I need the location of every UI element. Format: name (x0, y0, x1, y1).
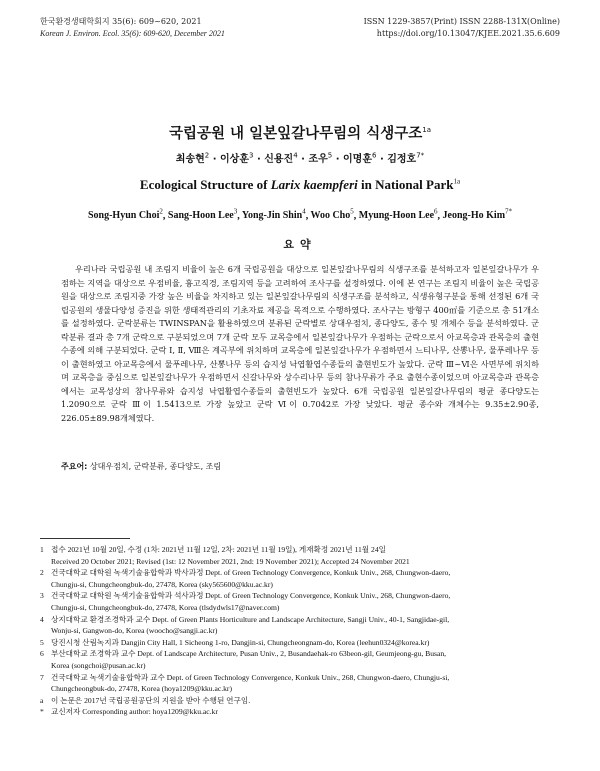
ko-author-sup: 3 (249, 151, 254, 160)
footnote (40, 590, 564, 613)
footnote-line: 접수 2021년 10월 20일, 수정 (1차: 2021년 11월 12일, 2차: 2021년 11월 19일), 게재확정 2021년 11월 24일 (51, 545, 386, 554)
journal-name-ko: 한국환경생태학회지 35(6): 609~620, 2021 (40, 17, 202, 26)
title-english-after: in National Park (357, 177, 454, 192)
en-author-name: Sang-Hoon Lee (167, 210, 234, 222)
ko-author (264, 151, 298, 165)
ko-author-name: 조우 (308, 154, 328, 165)
footnote-line: Chungju-si, Chungcheongbuk-do, 27478, Korea (tlsdydwls17@naver.com) (51, 602, 280, 612)
footnote-mark: 5 (40, 637, 44, 647)
en-author-sup: 3 (233, 208, 238, 216)
footnote (40, 567, 564, 590)
en-author (311, 210, 354, 221)
footnote-mark: 1 (40, 545, 44, 554)
ko-author-name: 이명훈 (343, 154, 372, 165)
footnote-mark: a (40, 695, 44, 705)
title-english-before: Ecological Structure of (139, 177, 271, 192)
title-english (0, 177, 600, 193)
en-author-name: Jeong-Ho Kim (442, 210, 506, 222)
footnote-mark: 4 (40, 614, 44, 624)
ko-author-sup: 5 (327, 151, 333, 160)
en-author-name: Song-Hyun Choi (87, 210, 160, 222)
en-author-sup: 4 (302, 208, 306, 216)
footnote-line: 부산대학교 조경학과 교수 Dept. of Landscape Architecture, Pusan Univ., 2, Busandaehak-ro 63beon-gil, Geumjeong-gu, Busan, (51, 649, 447, 659)
en-author-name: Woo Cho (310, 210, 351, 222)
en-author-name: Myung-Hoon Lee (358, 210, 435, 222)
keywords-list: 상대우점치, 군락분류, 종다양도, 조림 (89, 462, 222, 471)
journal-header-right (364, 16, 560, 40)
footnote (40, 544, 564, 567)
footnote-line: 상지대학교 환경조경학과 교수 Dept. of Green Plants Horticulture and Landscape Architecture, Sangji Univ., 40-1, Sangjidae-gil, (51, 614, 450, 624)
en-author (443, 210, 513, 221)
en-author (88, 210, 163, 221)
footnote (40, 637, 564, 649)
footnote (40, 706, 564, 718)
en-author (242, 210, 306, 221)
ko-author-name: 이상훈 (220, 154, 249, 165)
ko-author-sup: 6 (372, 151, 377, 160)
ko-author (220, 151, 254, 165)
en-author-sup: 5 (350, 208, 354, 216)
footnote-line: Wonju-si, Gangwon-do, Korea (woocho@sangji.ac.kr) (51, 626, 218, 636)
ko-author-name: 김정호 (387, 154, 417, 165)
en-author (359, 210, 438, 221)
footnote-line: Received 20 October 2021; Revised (1st: 12 November 2021, 2nd: 19 November 2021); Accepted 24 November 2021 (51, 556, 410, 566)
ko-author-name: 신용진 (264, 154, 294, 165)
ko-author (343, 151, 377, 165)
title-korean-text: 국립공원 내 일본잎갈나무림의 식생구조 (168, 126, 423, 142)
footnote-line: 이 논문은 2017년 국립공원공단의 지원을 받아 수행된 연구임. (51, 695, 251, 705)
footnote-divider (40, 538, 130, 539)
footnote-mark: * (40, 707, 44, 717)
ko-author (308, 151, 333, 165)
en-author-name: Yong-Jin Shin (241, 210, 303, 222)
abstract-heading: 요약 (283, 238, 317, 251)
title-korean (0, 122, 600, 143)
footnote-line: Chungcheongbuk-do, 27478, Korea (hoya1209@kku.ac.kr) (51, 684, 232, 694)
en-author-sup: 2 (159, 208, 163, 216)
ko-author (387, 151, 425, 165)
keywords (61, 461, 539, 472)
keywords-label: 주요어: (61, 462, 88, 471)
footnote-line: Korea (songchoi@pusan.ac.kr) (51, 660, 146, 670)
en-author (168, 210, 237, 221)
en-author-sup: 6 (434, 208, 438, 216)
ko-author-sup: 7* (416, 151, 425, 160)
authors-korean: 최송현$^2$ · 이상훈$^3$ · 신용진$^4$ · 조우$^5$ · 이명훈$^6$ · 김정호$^{7*}$ (175, 151, 425, 165)
footnote-mark: 6 (40, 649, 44, 659)
footnote-mark: 2 (40, 568, 44, 578)
footnote-line: Chungju-si, Chungcheongbuk-do, 27478, Korea (sky565600@kku.ac.kr) (51, 579, 273, 589)
title-korean-sup: 1a (422, 126, 431, 135)
footnote-mark: 7 (40, 672, 44, 682)
ko-author (175, 151, 210, 165)
authors-english: Song-Hyun Choi$^2$, Sang-Hoon Lee$^3$, Yong-Jin Shin$^4$, Woo Cho$^5$, Myung-Hoon Lee$^6$, Jeong-Ho Kim$^{7*}$ (87, 208, 513, 222)
en-author-sup: 7* (505, 208, 513, 216)
title-english-sup: 1a (453, 177, 461, 186)
footnote-line: 건국대학교 대학원 녹색기술융합학과 박사과정 Dept. of Green Technology Convergence, Konkuk Univ., 268, Chungwon-daero, (51, 568, 451, 578)
issn: ISSN 1229-3857(Print) ISSN 2288-131X(Online) (363, 17, 560, 26)
ko-author-name: 최송현 (175, 154, 205, 165)
footnote (40, 614, 564, 637)
footnote (40, 695, 564, 707)
footnote-line: 건국대학교 녹색기술융합학과 교수 Dept. of Green Technology Convergence, Konkuk Univ., 268, Chungwon-daero, Chungju-si, (51, 672, 450, 682)
footnote (40, 672, 564, 695)
abstract-body: 우리나라 국립공원 내 조림지 비율이 높은 6개 국립공원을 대상으로 일본잎갈나무림의 식생구조를 분석하고자 일본잎갈나무가 우점하는 지역을 대상으로 우점비율, 흉고직경, 조림지역 등을 고려하여 조사구를 설정하였다. 이에 본 연구는 조림지 비율이 높은 국립공원을 대상으로 조림지중 가장 높은 비율을 차지하고 있는 일본잎갈나무림의 식생구조를 분석하고, 식생유형구분을 통해 선정된 6개 국립공원의 생물다양성 증진을 위한 생태적관리의 기초자료 제공을 목적으로 수행하였다. 조사구는 방형구 400㎡를 기준으로 총 51개소를 설정하였다. 군락분류는 TWINSPAN을 활용하였으며 분류된 군락별로 상대우점치, 종다양도, 종수 및 개체수 등을 분석하였다. 군락분류 결과 총 7개 군락으로 구분되었으며 7개 군락 모두 교목층에서 일본잎갈나무가 우점하는 군락으로서 아교목층과 관목층의 출현수종에 의해 구분되었다. 군락 Ⅰ, Ⅱ, Ⅷ은 계곡부에 위치하며 교목층에 일본잎갈나무가 우점하면서 느티나무, 산뽕나무, 물푸레나무 등이 출현하였고 아교목층에서 물푸레나무, 산뽕나무 등의 습지성 낙엽활엽수종들의 출현빈도가 높았다. 군락 Ⅲ~Ⅵ은 사면부에 위치하며 교목층을 중심으로 일본잎갈나무가 우점하면서 신갈나무와 상수리나무 등의 참나무류가 주요 출현수종이었으며 아교목층과 관목층에서는 교목성상의 참나무류와 습지성 낙엽활엽수종들의 출현빈도가 높았다. 6개 국립공원 일본잎갈나무림의 평균 종다양도는 1.2090으로 군락 Ⅲ이 1.5413으로 가장 높았고 군락 Ⅵ이 0.7042로 가장 낮았다. 평균 종수와 개체수는 9.35±2.90종, 226.05±89.98개체였다. (61, 264, 539, 423)
title-english-species: Larix kaempferi (270, 177, 358, 192)
footnote-mark: 3 (40, 591, 44, 601)
journal-header-left (40, 16, 225, 40)
footnote-line: 당진시청 산림녹지과 Dangjin City Hall, 1 Sicheong 1-ro, Dangjin-si, Chungcheongnam-do, Korea (leehun0324@korea.kr) (51, 637, 430, 647)
footnote-line: 건국대학교 대학원 녹색기술융합학과 석사과정 Dept. of Green Technology Convergence, Konkuk Univ., 268, Chungwon-daero, (51, 591, 451, 601)
ko-author-sup: 4 (293, 151, 298, 160)
doi-link[interactable]: https://doi.org/10.13047/KJEE.2021.35.6.609 (376, 29, 560, 38)
footnote (40, 648, 564, 671)
journal-name-en: Korean J. Environ. Ecol. 35(6): 609-620, December 2021 (40, 29, 225, 38)
footnotes (40, 544, 564, 718)
ko-author-sup: 2 (204, 151, 210, 160)
footnote-line: 교신저자 Corresponding author: hoya1209@kku.ac.kr (51, 707, 218, 717)
